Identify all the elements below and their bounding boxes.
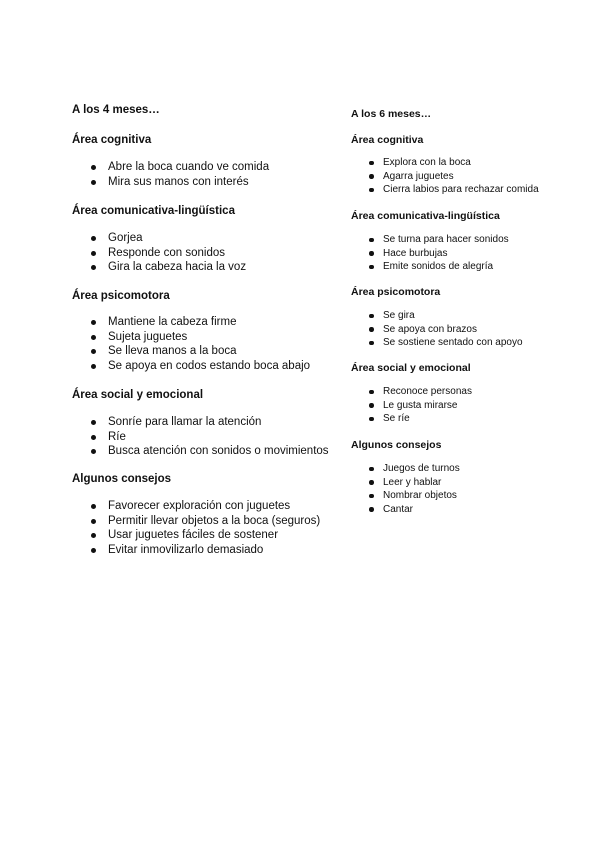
list-cognitive: [351, 156, 539, 197]
list-item: Se ríe: [351, 412, 472, 426]
section-heading-social: Área social y emocional: [72, 389, 204, 401]
list-item: Busca atención con sonidos o movimientos: [72, 444, 329, 459]
list-item: Gira la cabeza hacia la voz: [72, 260, 246, 275]
list-item: Sujeta juguetes: [72, 330, 310, 345]
list-item: Se apoya con brazos: [351, 323, 523, 337]
list-item: Mira sus manos con interés: [72, 175, 269, 190]
section-heading-tips: Algunos consejos: [72, 473, 172, 485]
list-communicative: [351, 233, 509, 274]
list-item: Permitir llevar objetos a la boca (seguros): [72, 514, 320, 529]
list-item: Leer y hablar: [351, 476, 460, 490]
list-item: Reconoce personas: [351, 385, 472, 399]
list-item: Cierra labios para rechazar comida: [351, 183, 539, 197]
list-psychomotor: [72, 315, 310, 374]
list-item: Le gusta mirarse: [351, 399, 472, 413]
section-heading-communicative: Área comunicativa-lingüística: [351, 210, 500, 222]
section-heading-cognitive: Área cognitiva: [351, 134, 424, 146]
list-item: Evitar inmovilizarlo demasiado: [72, 543, 320, 558]
section-heading-tips: Algunos consejos: [351, 439, 442, 451]
list-cognitive: [72, 160, 269, 189]
list-item: Agarra juguetes: [351, 170, 539, 184]
list-item: Explora con la boca: [351, 156, 539, 170]
list-item: Se sostiene sentado con apoyo: [351, 336, 523, 350]
list-item: Responde con sonidos: [72, 246, 246, 261]
list-item: Hace burbujas: [351, 247, 509, 261]
column-title: A los 6 meses…: [351, 108, 432, 120]
list-item: Se gira: [351, 309, 523, 323]
section-heading-communicative: Área comunicativa-lingüística: [72, 205, 235, 217]
list-item: Juegos de turnos: [351, 462, 460, 476]
list-tips: [72, 499, 320, 558]
list-item: Sonríe para llamar la atención: [72, 415, 329, 430]
list-item: Se apoya en codos estando boca abajo: [72, 359, 310, 374]
section-heading-social: Área social y emocional: [351, 362, 471, 374]
list-item: Favorecer exploración con juguetes: [72, 499, 320, 514]
list-psychomotor: [351, 309, 523, 350]
section-heading-psychomotor: Área psicomotora: [351, 286, 441, 298]
column-title: A los 4 meses…: [72, 104, 160, 116]
list-item: Gorjea: [72, 231, 246, 246]
list-item: Ríe: [72, 430, 329, 445]
list-communicative: [72, 231, 246, 275]
list-item: Abre la boca cuando ve comida: [72, 160, 269, 175]
list-item: Nombrar objetos: [351, 489, 460, 503]
list-item: Emite sonidos de alegría: [351, 260, 509, 274]
list-item: Se turna para hacer sonidos: [351, 233, 509, 247]
list-item: Mantiene la cabeza firme: [72, 315, 310, 330]
list-item: Cantar: [351, 503, 460, 517]
list-social: [351, 385, 472, 426]
list-social: [72, 415, 329, 459]
list-tips: [351, 462, 460, 516]
list-item: Se lleva manos a la boca: [72, 344, 310, 359]
section-heading-psychomotor: Área psicomotora: [72, 290, 170, 302]
section-heading-cognitive: Área cognitiva: [72, 134, 152, 146]
list-item: Usar juguetes fáciles de sostener: [72, 528, 320, 543]
